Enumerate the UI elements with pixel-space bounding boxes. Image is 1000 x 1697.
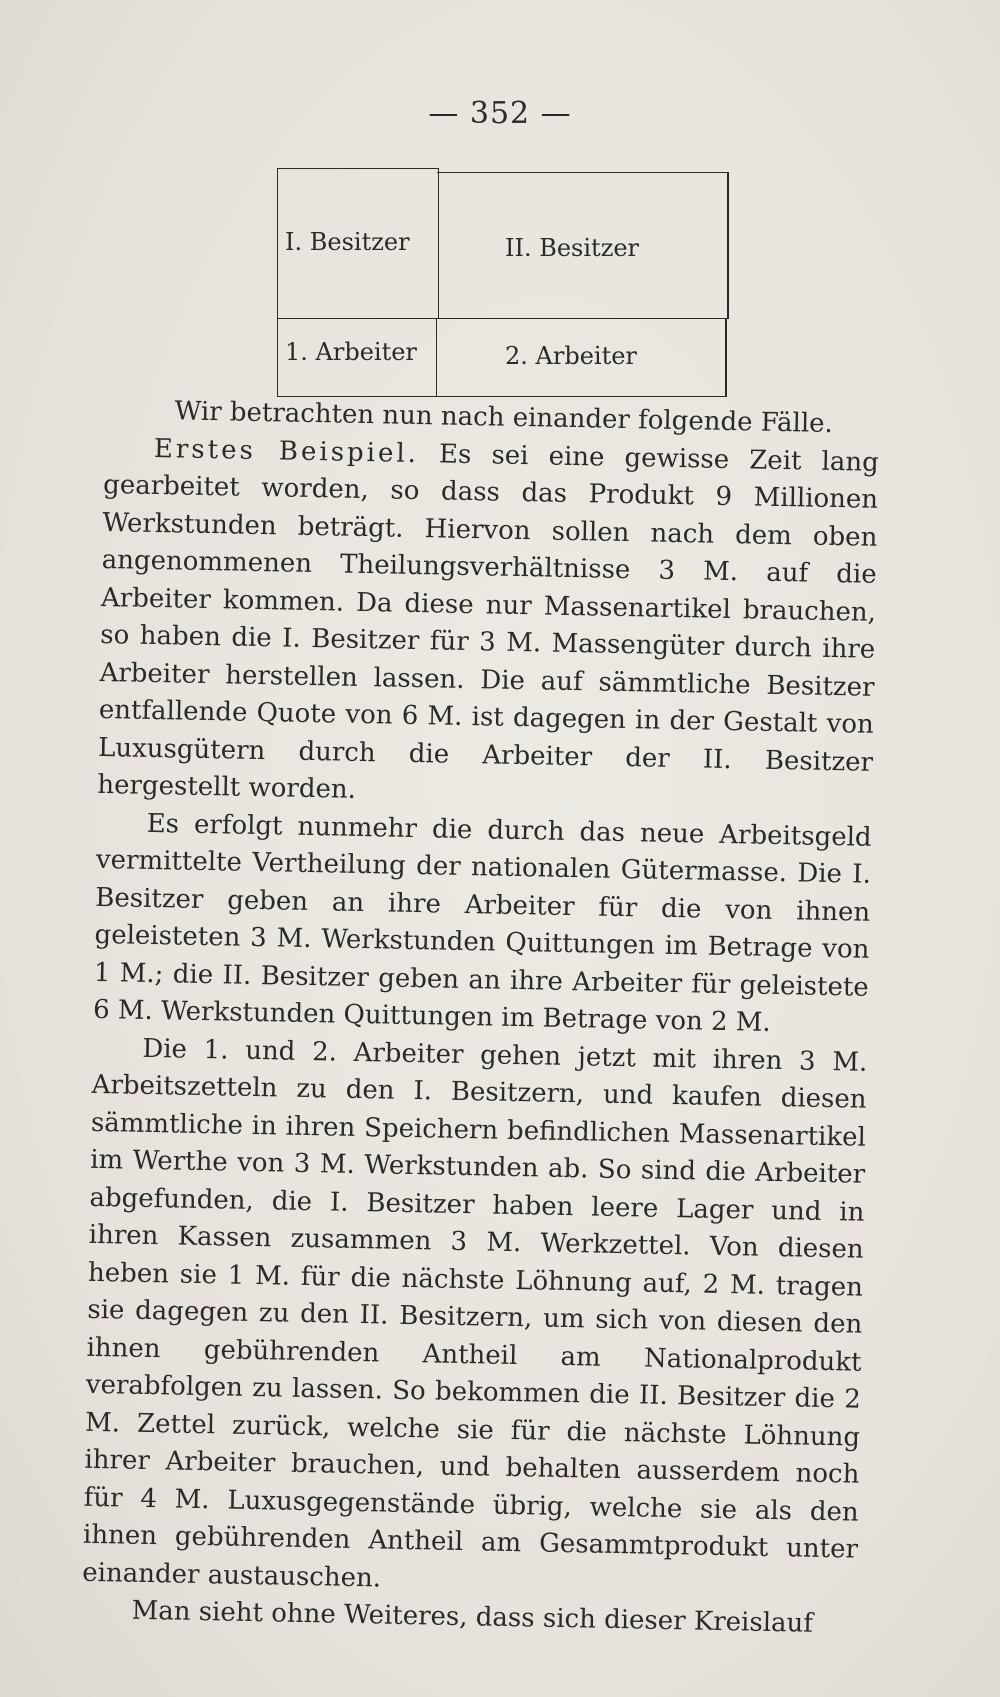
example-text: Es sei eine gewisse Zeit lang gearbeitet worden, so dass das Produkt 9 Millionen Werkstunden beträgt. Hiervon sollen nach dem oben angenommenen Theilungsverhältnisse 3 M. auf die Arbeiter kommen. Da diese nur Massenartikel brauchen, so haben die I. Besitzer für 3 M. Massengüter durch ihre Arbeiter herstellen lassen. Die auf sämmtliche Besitzer entfallende Quote von 6 M. ist dagegen in der Gestalt von Luxusgütern durch die Arbeiter der II. Besitzer hergestellt worden. bbox=[97, 438, 880, 805]
diagram-label-second-owners: II. Besitzer bbox=[505, 234, 640, 262]
paragraph-first-example bbox=[97, 429, 879, 819]
example-heading: Erstes Beispiel. bbox=[153, 433, 420, 469]
paragraph-workers-purchase: Die 1. und 2. Arbeiter gehen jetzt mit ihren 3 M. Arbeitszetteln zu den I. Besitzern, und kaufen diesen sämmtliche in ihren Speichern befindlichen Massenartikel im Werthe von 3 M. Werkstunden ab. So sind die Arbeiter abgefunden, die I. Besitzer haben leere Lager und in ihren Kassen zusammen 3 M. Werkzettel. Von diesen heben sie 1 M. für die nächste Löhnung auf, 2 M. tragen sie dagegen zu den II. Besitzern, um sich von diesen den ihnen gebührenden Antheil am Nationalprodukt verabfolgen zu lassen. So bekommen die II. Besitzer die 2 M. Zettel zurück, welche sie für die nächste Löhnung ihrer Arbeiter brauchen, und behalten ausserdem noch für 4 M. Luxusgegenstände übrig, welche sie als den ihnen gebührenden Antheil am Gesammtprodukt unter einander austauschen. bbox=[82, 1033, 868, 1594]
page-number: — 352 — bbox=[428, 96, 572, 131]
ownership-diagram bbox=[275, 168, 725, 398]
body-text bbox=[81, 392, 880, 1644]
paragraph-cases: Wir betrachten nun nach einander folgende Fälle. bbox=[174, 396, 834, 439]
diagram-label-first-workers: 1. Arbeiter bbox=[285, 338, 417, 366]
paragraph-distribution: Es erfolgt nunmehr die durch das neue Arbeitsgeld vermittelte Vertheilung der nationalen Gütermasse. Die I. Besitzer geben an ihre Arbeiter für die von ihnen geleisteten 3 M. Werkstunden Quittungen im Betrage von 1 M.; die II. Besitzer geben an ihre Arbeiter für geleistete 6 M. Werkstunden Quittungen im Betrage von 2 M. bbox=[92, 808, 872, 1038]
paragraph-cycle: Man sieht ohne Weiteres, dass sich dieser Kreislauf bbox=[131, 1595, 814, 1639]
diagram-label-first-owners: I. Besitzer bbox=[285, 228, 410, 256]
diagram-label-second-workers: 2. Arbeiter bbox=[505, 342, 637, 370]
